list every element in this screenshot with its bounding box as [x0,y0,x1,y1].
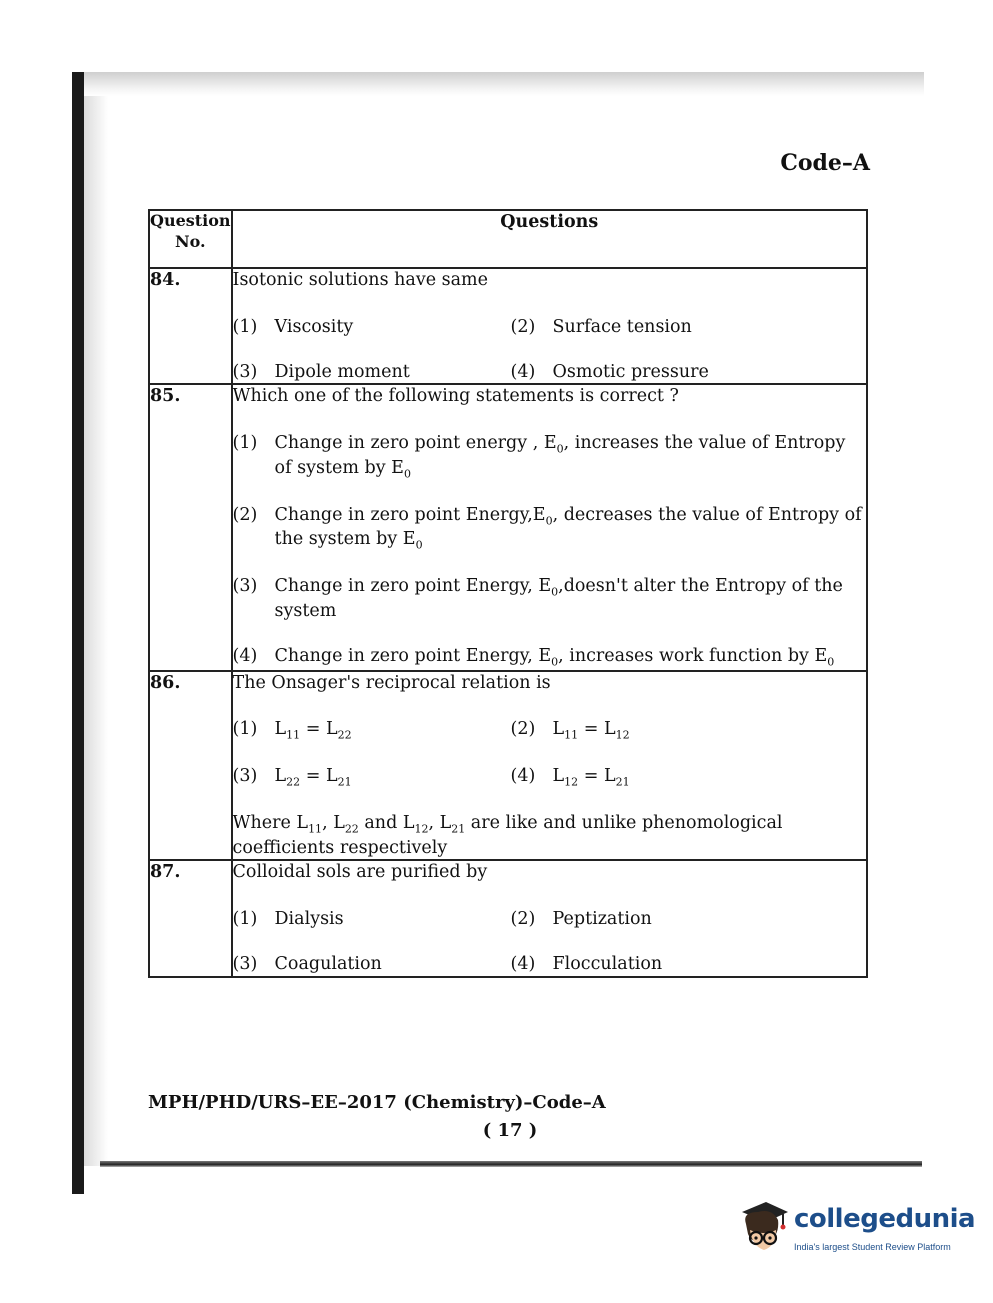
option-1: (1) $L_{11} = L_{22}$ [232,719,352,742]
option-1: (1) Change in zero point energy , $E_0$, increases the value of Entropy of system by $E_0$ [232,433,846,481]
logo-tagline: India's largest Student Review Platform [794,1242,951,1252]
page-shade [84,96,108,1166]
mascot-icon [738,1200,792,1258]
question-no-header: Question No. [149,210,232,268]
option-3: (3) Dipole moment [232,361,410,382]
option-4: (4) Change in zero point Energy, $E_0$, increases work function by $E_0$ [232,645,835,669]
logo-text: collegedunia [794,1204,976,1234]
question-stem: Isotonic solutions have same [232,270,488,290]
question-note: Where $L_{11}$, $L_{22}$ and $L_{12}$, $L_{21}$ are like and unlike phenomological coefficients respectively [232,812,783,858]
options-grid [233,908,866,976]
option-4: (4) Osmotic pressure [510,361,709,382]
bottom-rule [100,1161,922,1167]
question-stem: Colloidal sols are purified by [232,862,488,883]
options-list [233,432,866,670]
question-stem: Which one of the following statements is correct ? [232,386,679,407]
option-3: (3) Change in zero point Energy, $E_0,doesn't$ alter the Entropy of the system [232,576,843,621]
option-2: (2) Surface tension [510,316,692,337]
question-number: 84. [149,268,232,384]
question-body [232,268,867,384]
question-row-84 [149,268,867,384]
option-1: (1) Dialysis [232,909,344,930]
question-number: 87. [149,860,232,976]
question-body [232,384,867,670]
option-4: (4) $L_{12} = L_{21}$ [510,766,630,789]
page-number: ( 17 ) [482,1120,538,1141]
question-body [232,671,867,861]
question-row-86 [149,671,867,861]
scan-edge-top [84,72,924,96]
options-grid [233,718,866,790]
option-2: (2) Change in zero point $Energy,E_0$, decreases the value of Entropy of the system by $E_0$ [232,504,862,552]
question-number: 85. [149,384,232,670]
option-3: (3) Coagulation [232,953,382,974]
option-3: (3) $L_{22} = L_{21}$ [232,766,352,789]
question-table [148,209,868,978]
collegedunia-logo [738,1200,976,1260]
option-2: (2) Peptization [510,909,652,930]
question-row-87 [149,860,867,976]
question-body [232,860,867,976]
footer-title: MPH/PHD/URS–EE–2017 (Chemistry)–Code–A [148,1092,606,1113]
option-4: (4) Flocculation [510,953,663,974]
question-stem: The Onsager's reciprocal relation is [232,672,551,693]
question-number: 86. [149,671,232,861]
question-row-85 [149,384,867,670]
options-grid [233,316,866,384]
scan-edge-left [72,72,84,1194]
code-label: Code–A [780,150,870,176]
questions-header: Questions [232,210,867,268]
option-2: (2) $L_{11} = L_{12}$ [510,719,630,742]
option-1: (1) Viscosity [232,316,354,337]
table-header-row [149,210,867,268]
